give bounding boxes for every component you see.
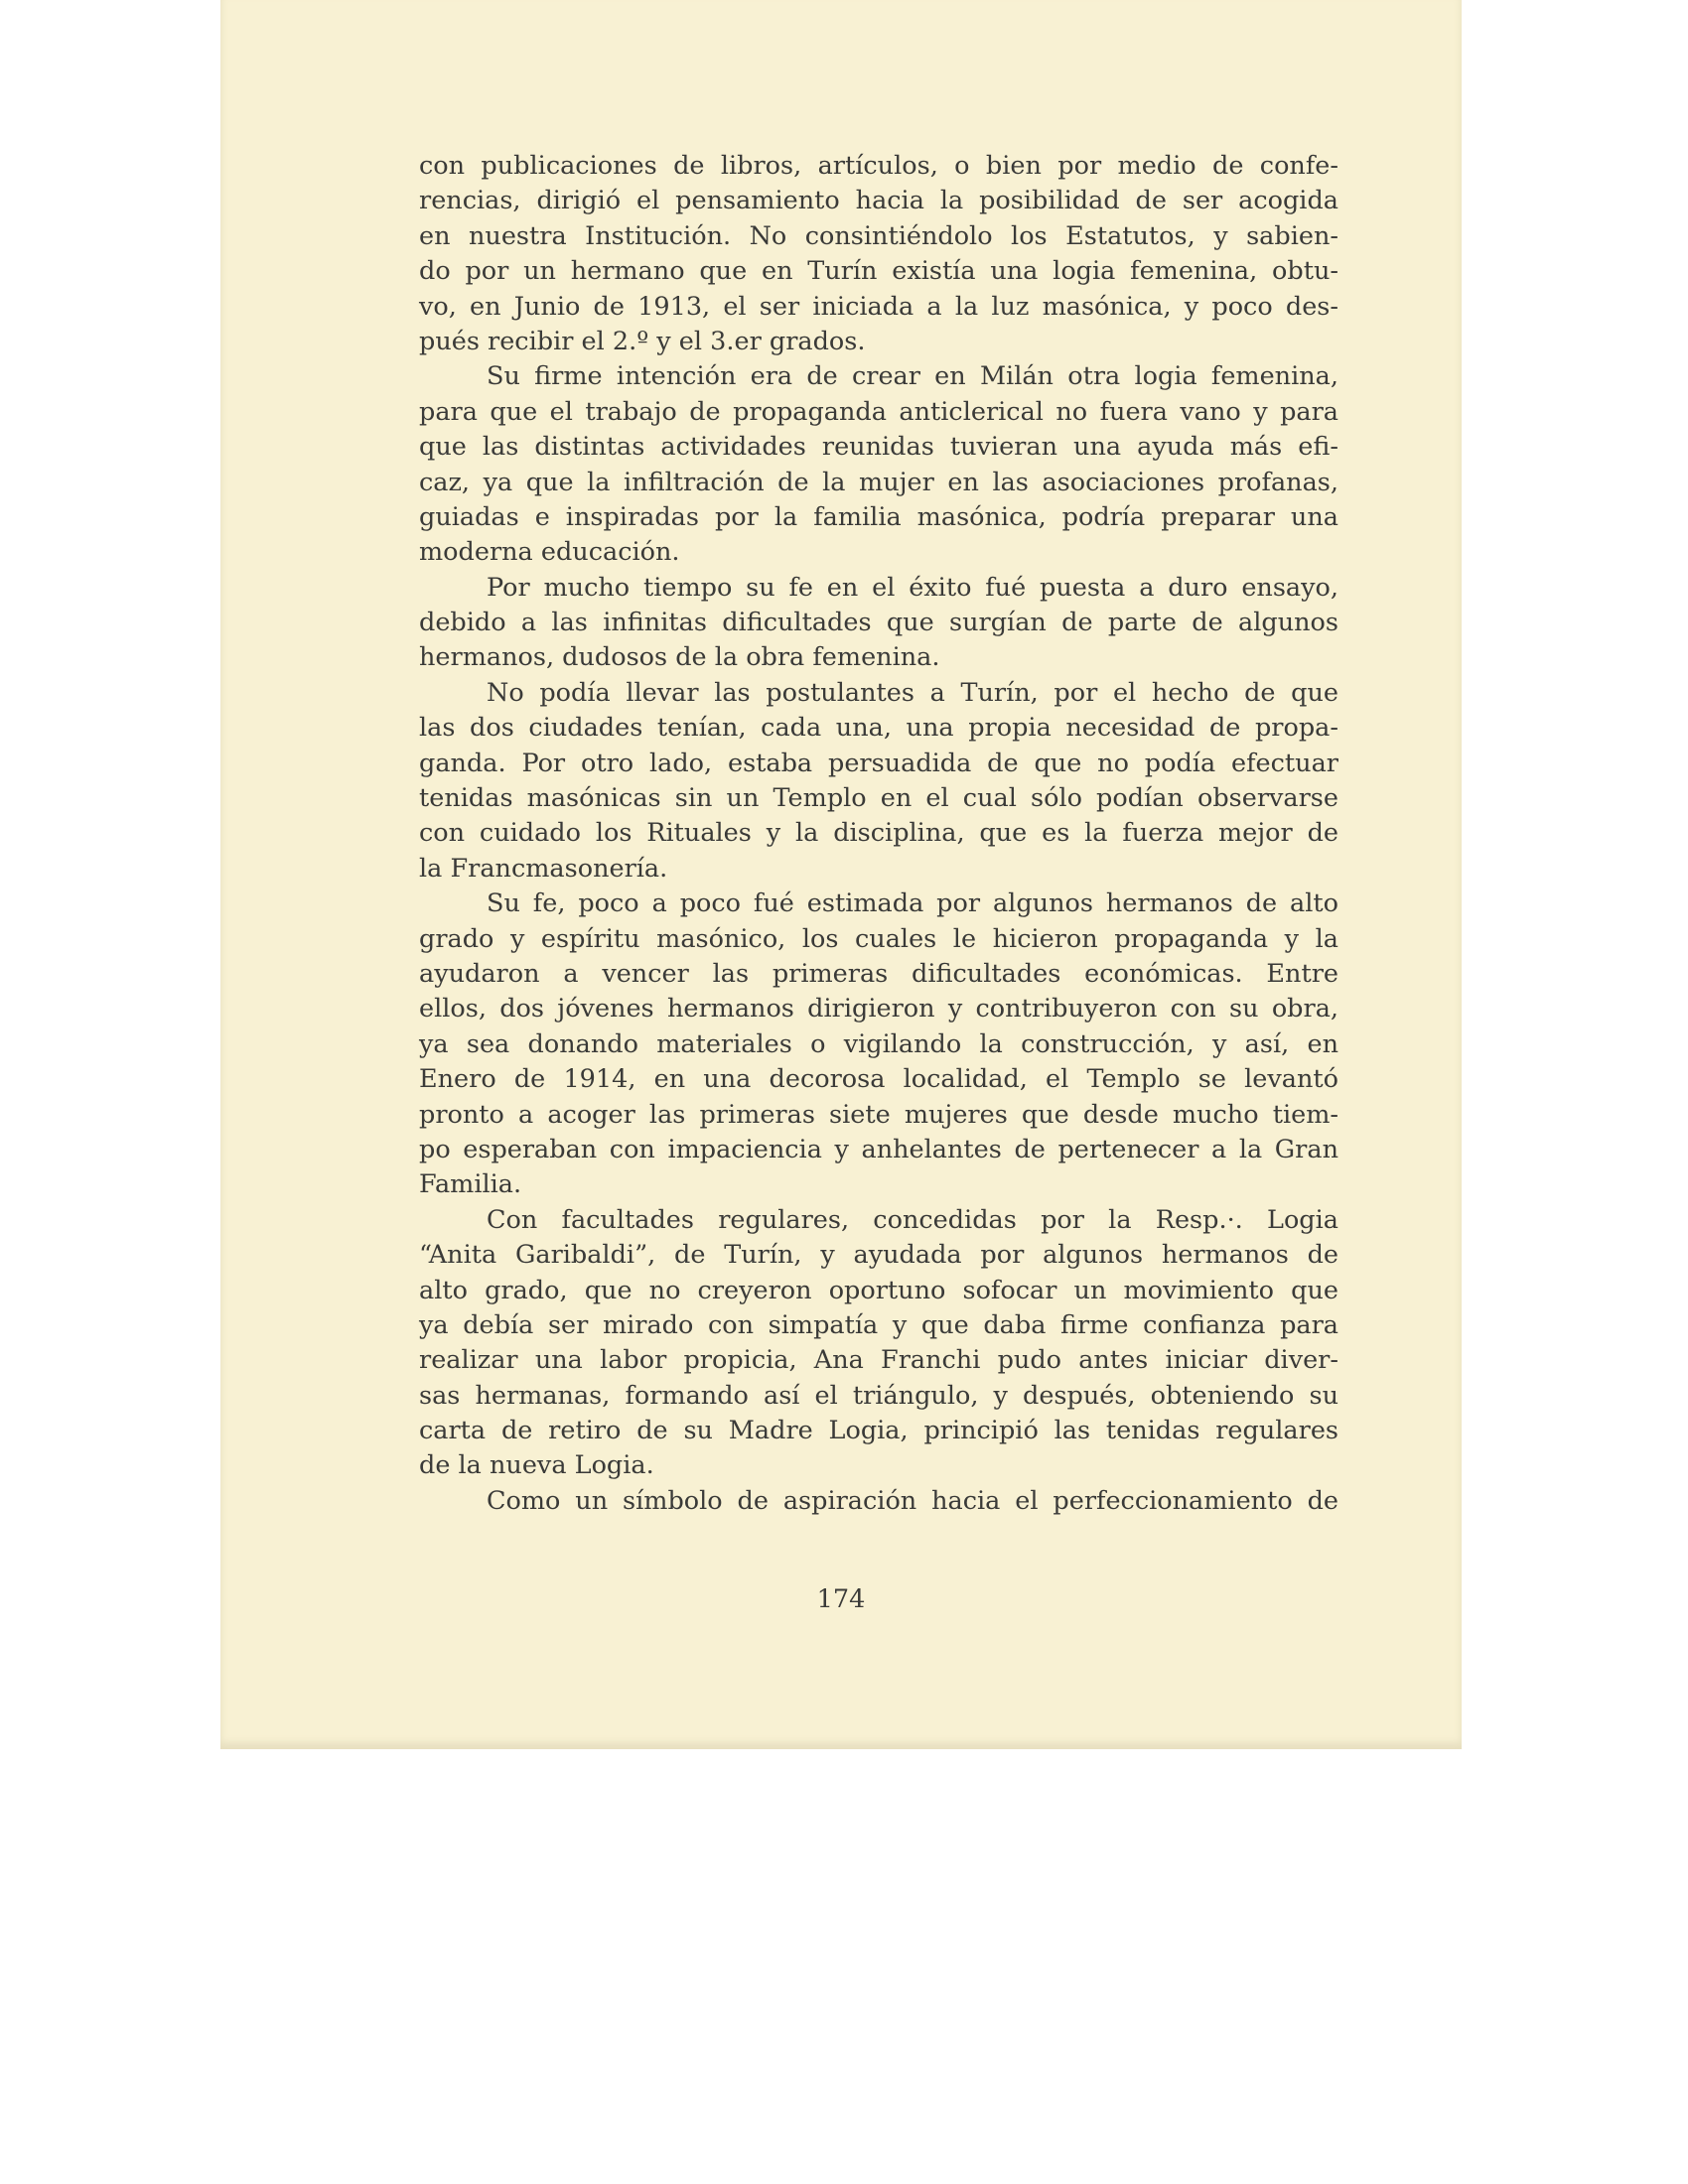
text-line: la Francmasonería. [419, 853, 668, 884]
text-line: de la nueva Logia. [419, 1450, 654, 1481]
text-line: hermanos, dudosos de la obra femenina. [419, 642, 940, 673]
text-line: No podía llevar las postulantes a Turín, por el hecho de que [487, 677, 1338, 708]
text-line: ya sea donando materiales o vigilando la construcción, y así, en [419, 1028, 1338, 1059]
text-line: alto grado, que no creyeron oportuno sofocar un movimiento que [419, 1275, 1338, 1305]
text-line: debido a las infinitas dificultades que surgían de parte de algunos [419, 608, 1338, 638]
text-line: Como un símbolo de aspiración hacia el perfeccionamiento de [487, 1485, 1338, 1516]
text-line: pronto a acoger las primeras siete mujeres que desde mucho tiem- [419, 1099, 1338, 1130]
text-line: que las distintas actividades reunidas tuvieran una ayuda más efi- [419, 432, 1338, 463]
text-line: con publicaciones de libros, artículos, o bien por medio de confe- [419, 151, 1338, 181]
text-line: con cuidado los Rituales y la disciplina, que es la fuerza mejor de [419, 818, 1338, 849]
text-line: para que el trabajo de propaganda anticlerical no fuera vano y para [419, 396, 1338, 427]
text-line: moderna educación. [419, 537, 680, 568]
text-line: Por mucho tiempo su fe en el éxito fué puesta a duro ensayo, [487, 572, 1338, 603]
text-line: pués recibir el 2.º y el 3.er grados. [419, 326, 866, 356]
text-line: ayudaron a vencer las primeras dificultades económicas. Entre [419, 958, 1338, 989]
text-line: en nuestra Institución. No consintiéndolo los Estatutos, y sabien- [419, 220, 1338, 251]
page-number: 174 [816, 1584, 866, 1614]
text-line: las dos ciudades tenían, cada una, una propia necesidad de propa- [419, 713, 1338, 744]
text-line: ganda. Por otro lado, estaba persuadida de que no podía efectuar [419, 748, 1338, 778]
text-line: sas hermanas, formando así el triángulo, y después, obteniendo su [419, 1380, 1338, 1411]
text-line: Su firme intención era de crear en Milán otra logia femenina, [487, 361, 1338, 392]
text-line: Enero de 1914, en una decorosa localidad, el Templo se levantó [419, 1064, 1338, 1095]
book-page [220, 0, 1462, 1749]
text-line: carta de retiro de su Madre Logia, principió las tenidas regulares [419, 1416, 1338, 1446]
text-line: Familia. [419, 1169, 522, 1200]
text-line: ya debía ser mirado con simpatía y que daba firme confianza para [419, 1309, 1338, 1340]
text-line: vo, en Junio de 1913, el ser iniciada a la luz masónica, y poco des- [419, 291, 1338, 322]
text-line: grado y espíritu masónico, los cuales le hicieron propaganda y la [419, 923, 1338, 954]
text-line: realizar una labor propicia, Ana Franchi pudo antes iniciar diver- [419, 1345, 1338, 1376]
text-line: Su fe, poco a poco fué estimada por algunos hermanos de alto [487, 888, 1338, 919]
text-line: guiadas e inspiradas por la familia masónica, podría preparar una [419, 501, 1338, 532]
text-line: do por un hermano que en Turín existía una logia femenina, obtu- [419, 256, 1338, 287]
text-line: po esperaban con impaciencia y anhelantes de pertenecer a la Gran [419, 1134, 1338, 1164]
text-line: ellos, dos jóvenes hermanos dirigieron y contribuyeron con su obra, [419, 994, 1338, 1024]
text-line: Con facultades regulares, concedidas por la Resp.·. Logia [487, 1204, 1338, 1235]
text-line: rencias, dirigió el pensamiento hacia la posibilidad de ser acogida [419, 186, 1338, 216]
text-line: “Anita Garibaldi”, de Turín, y ayudada por algunos hermanos de [419, 1240, 1338, 1271]
text-line: caz, ya que la infiltración de la mujer en las asociaciones profanas, [419, 467, 1338, 497]
body-text [419, 149, 1338, 1519]
text-line: tenidas masónicas sin un Templo en el cual sólo podían observarse [419, 783, 1338, 814]
